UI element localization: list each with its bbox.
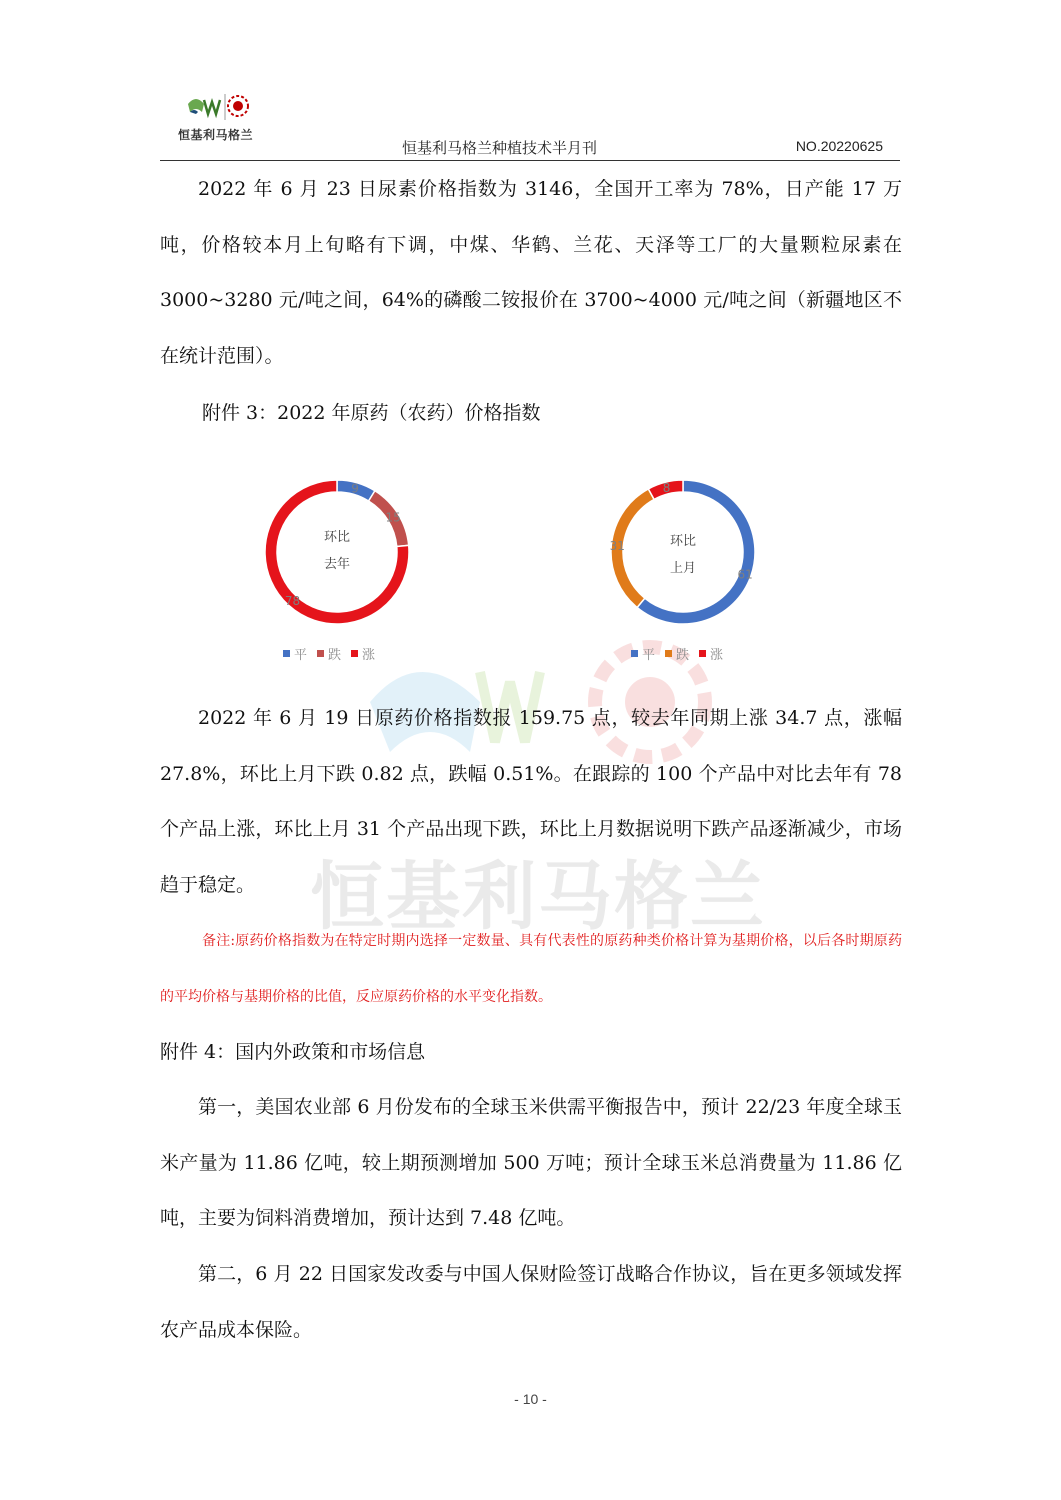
watermark-text: 恒基利马格兰 xyxy=(310,854,766,940)
chart2-legend xyxy=(631,644,723,663)
logo-text: 恒基利马格兰 xyxy=(178,128,254,142)
legend-swatch xyxy=(351,650,358,657)
slice-value-label-up: 78 xyxy=(284,593,301,608)
chart1-center-label-line1: 环比 xyxy=(323,530,351,545)
slice-value-label-down: 15 xyxy=(385,510,401,525)
legend-label: 平 xyxy=(642,648,656,663)
chart2-center-label-line2: 上月 xyxy=(669,561,697,576)
donut-chart-vs-last-month xyxy=(598,470,768,635)
chart1-legend xyxy=(283,644,375,663)
paragraph-pesticide-index: 2022 年 6 月 19 日原药价格指数报 159.75 点，较去年同期上涨 34.7 点，涨幅 27.8%，环比上月下跌 0.82 点，跌幅 0.51%。在跟踪的 100 个产品中对比去年有 78 个产品上涨，环比上月 31 个产品出现下跌，环比上月数据说明下跌产品逐渐减少，市场趋于稳定。 xyxy=(160,707,902,896)
chart2-slices xyxy=(611,480,755,624)
remark-note: 备注:原药价格指数为在特定时期内选择一定数量、具有代表性的原药种类价格计算为基期价格，以后各时期原药的平均价格与基期价格的比值，反应原药价格的水平变化指数。 xyxy=(160,933,902,1005)
legend-item-flat xyxy=(283,644,307,663)
chart1-center-label-line2: 去年 xyxy=(323,557,351,572)
legend-swatch xyxy=(631,650,638,657)
slice-value-label-up: 8 xyxy=(662,481,671,496)
legend-label: 涨 xyxy=(710,648,724,663)
legend-swatch xyxy=(665,650,672,657)
paragraph-corn-report: 第一，美国农业部 6 月份发布的全球玉米供需平衡报告中，预计 22/23 年度全球玉米产量为 11.86 亿吨，较上期预测增加 500 万吨；预计全球玉米总消费量为 11.86 亿吨，主要为饲料消费增加，预计达到 7.48 亿吨。 xyxy=(160,1096,902,1229)
donut-chart-vs-last-year xyxy=(252,470,422,635)
legend-item-up xyxy=(351,644,375,663)
paragraph-insurance-agreement: 第二，6 月 22 日国家发改委与中国人保财险签订战略合作协议，旨在更多领域发挥农产品成本保险。 xyxy=(160,1263,902,1341)
legend-swatch xyxy=(699,650,706,657)
chart2-center-label-line1: 环比 xyxy=(669,534,697,549)
legend-item-down xyxy=(317,644,341,663)
slice-value-label-down: 31 xyxy=(609,538,625,553)
issue-number: NO.20220625 xyxy=(795,138,883,154)
legend-item-flat xyxy=(631,644,655,663)
journal-title: 恒基利马格兰种植技术半月刊 xyxy=(402,139,598,157)
legend-label: 平 xyxy=(294,648,308,663)
attachment-3-title: 附件 3：2022 年原药（农药）价格指数 xyxy=(202,402,541,424)
slice-value-label-flat: 9 xyxy=(351,481,359,496)
legend-item-down xyxy=(665,644,689,663)
legend-label: 涨 xyxy=(362,648,376,663)
header-divider xyxy=(160,160,900,161)
legend-swatch xyxy=(283,650,290,657)
attachment-4-title: 附件 4：国内外政策和市场信息 xyxy=(160,1041,426,1063)
legend-label: 跌 xyxy=(676,648,690,663)
donut-slice-flat xyxy=(637,480,755,624)
legend-swatch xyxy=(317,650,324,657)
legend-label: 跌 xyxy=(328,648,342,663)
page-number: - 10 - xyxy=(514,1391,547,1407)
slice-value-label-flat: 61 xyxy=(737,567,753,582)
legend-item-up xyxy=(699,644,723,663)
paragraph-urea-price: 2022 年 6 月 23 日尿素价格指数为 3146，全国开工率为 78%，日产能 17 万吨，价格较本月上旬略有下调，中煤、华鹤、兰花、天泽等工厂的大量颗粒尿素在 3000~3280 元/吨之间，64%的磷酸二铵报价在 3700~4000 元/吨之间（新疆地区不在统计范围）。 xyxy=(160,178,902,367)
